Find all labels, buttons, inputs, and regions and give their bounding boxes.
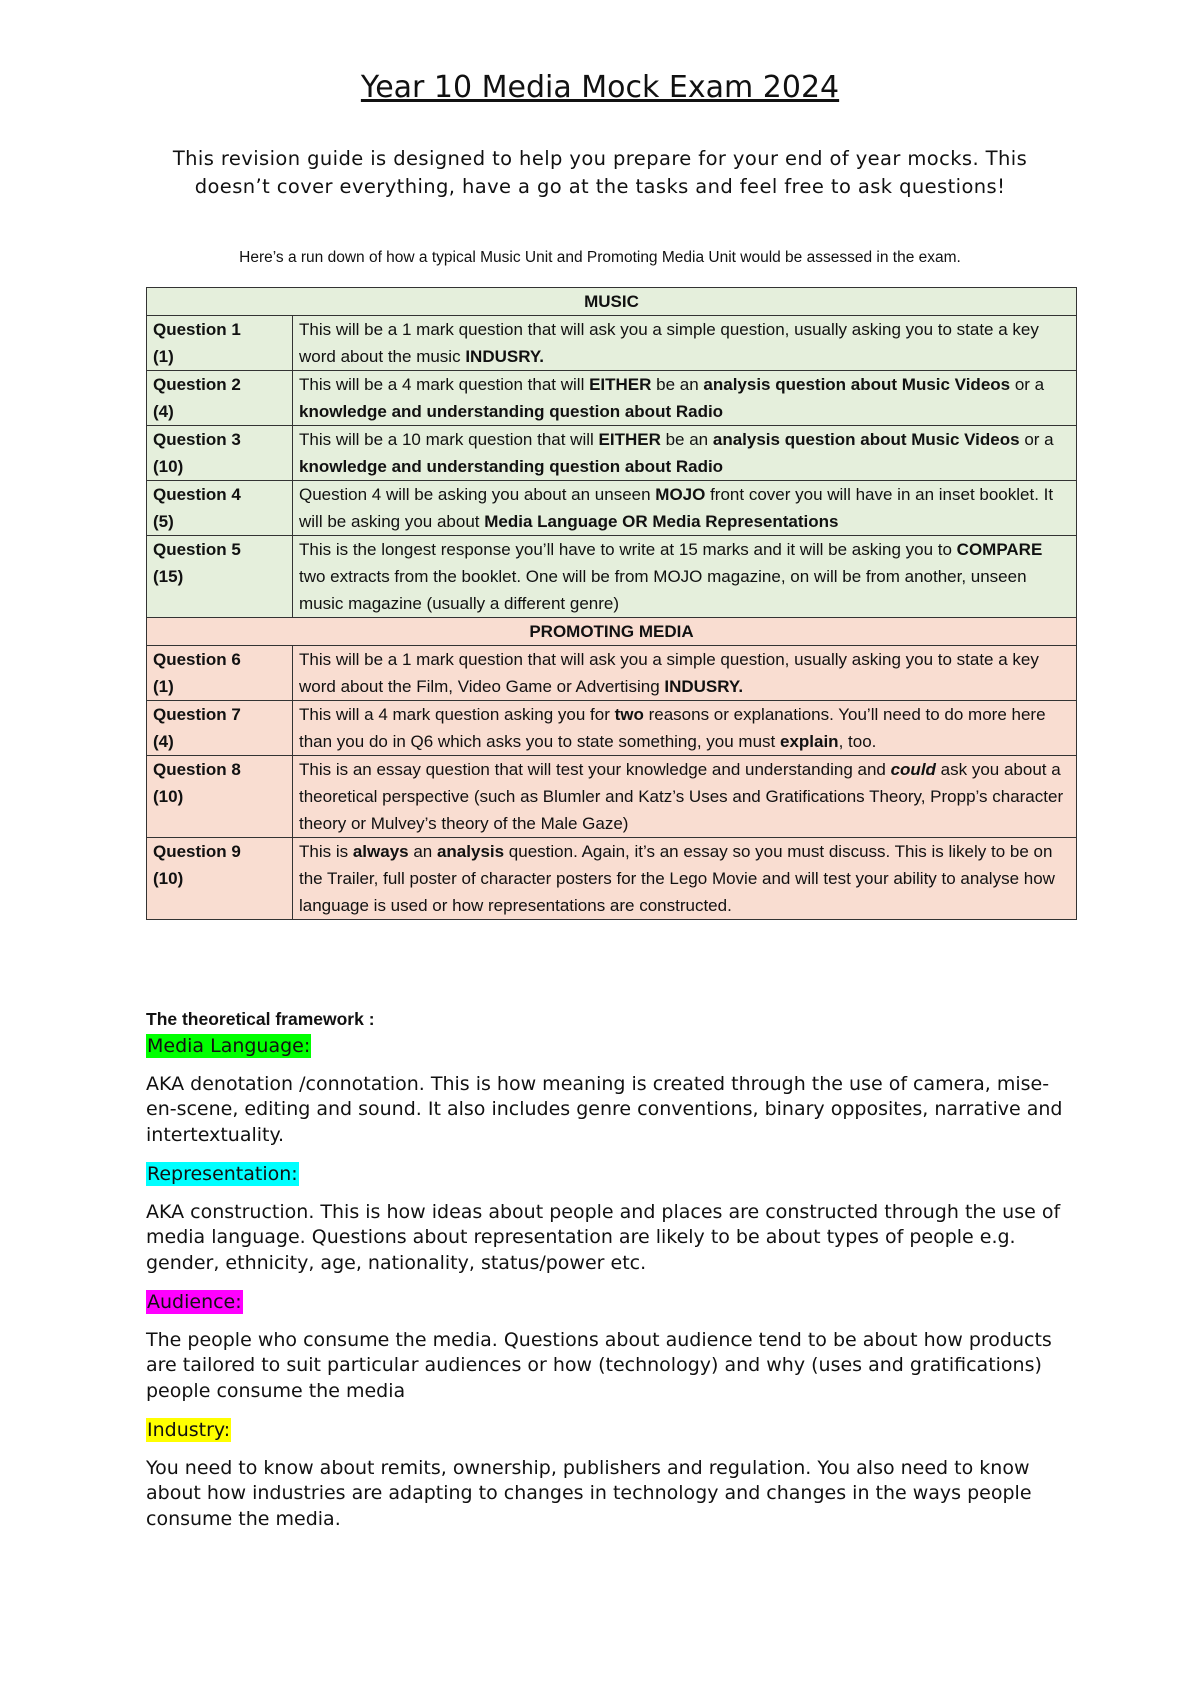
theoretical-framework — [146, 1007, 1076, 1546]
table-row — [147, 481, 1077, 536]
rundown-note: Here’s a run down of how a typical Music Unit and Promoting Media Unit would be assessed in the exam. — [239, 249, 961, 266]
question-description: This will be a 4 mark question that will EITHER be an analysis question about Music Videos or a knowledge and understanding question about Radio — [293, 371, 1077, 426]
table-row — [147, 646, 1077, 701]
question-label: Question 9 (10) — [147, 838, 293, 920]
framework-paragraph: You need to know about remits, ownership, publishers and regulation. You also need to know about how industries are adapting to changes in technology and changes in the ways people consume the media. — [146, 1456, 1032, 1530]
highlighted-heading: Industry: — [147, 1419, 231, 1441]
framework-heading — [146, 1418, 1076, 1444]
highlighted-heading: Audience: — [147, 1291, 242, 1313]
highlighted-heading: Media Language: — [147, 1035, 311, 1057]
framework-paragraph: AKA construction. This is how ideas about people and places are constructed through the use of media language. Questions about representation are likely to be about types of people e.g. gender, ethnicity, age, nationality, status/power etc. — [146, 1200, 1061, 1274]
question-label: Question 2 (4) — [147, 371, 293, 426]
table-row — [147, 756, 1077, 838]
table-row — [147, 426, 1077, 481]
page-title: Year 10 Media Mock Exam 2024 — [360, 70, 840, 105]
music-heading: MUSIC — [147, 288, 1077, 316]
question-label: Question 4 (5) — [147, 481, 293, 536]
question-description: This is an essay question that will test your knowledge and understanding and could ask you about a theoretical perspective (such as Blumler and Katz’s Uses and Gratifications Theory, Propp’s character theory or Mulvey’s theory of the Male Gaze) — [293, 756, 1077, 838]
question-label: Question 1 (1) — [147, 316, 293, 371]
framework-paragraph: AKA denotation /connotation. This is how meaning is created through the use of camera, mise-en-scene, editing and sound. It also includes genre conventions, binary opposites, narrative and intertextuality. — [146, 1072, 1063, 1146]
question-description: This will be a 10 mark question that will EITHER be an analysis question about Music Videos or a knowledge and understanding question about Radio — [293, 426, 1077, 481]
question-label: Question 3 (10) — [147, 426, 293, 481]
table-row — [147, 701, 1077, 756]
question-label: Question 6 (1) — [147, 646, 293, 701]
table-row — [147, 536, 1077, 618]
music-heading-row — [147, 288, 1077, 316]
table-row — [147, 371, 1077, 426]
question-label: Question 8 (10) — [147, 756, 293, 838]
question-label: Question 5 (15) — [147, 536, 293, 618]
table-row — [147, 316, 1077, 371]
framework-heading — [146, 1034, 1076, 1060]
framework-paragraph: The people who consume the media. Questions about audience tend to be about how products are tailored to suit particular audiences or how (technology) and why (uses and gratifications) people consume the media — [146, 1328, 1052, 1402]
question-description: This is the longest response you’ll have to write at 15 marks and it will be asking you to COMPARE two extracts from the booklet. One will be from MOJO magazine, on will be from another, unseen music magazine (usually a different genre) — [293, 536, 1077, 618]
highlighted-heading: Representation: — [147, 1163, 298, 1185]
framework-heading — [146, 1290, 1076, 1316]
framework-heading — [146, 1162, 1076, 1188]
question-label: Question 7 (4) — [147, 701, 293, 756]
question-description: This is always an analysis question. Again, it’s an essay so you must discuss. This is likely to be on the Trailer, full poster of character posters for the Lego Movie and will test your ability to analyse how language is used or how representations are constructed. — [293, 838, 1077, 920]
promoting-heading-row — [147, 618, 1077, 646]
question-description: This will be a 1 mark question that will ask you a simple question, usually asking you to state a key word about the music INDUSRY. — [293, 316, 1077, 371]
exam-structure-table — [146, 287, 1077, 920]
question-description: This will be a 1 mark question that will ask you a simple question, usually asking you to state a key word about the Film, Video Game or Advertising INDUSRY. — [293, 646, 1077, 701]
framework-title: The theoretical framework : — [146, 1009, 375, 1029]
question-description: Question 4 will be asking you about an unseen MOJO front cover you will have in an inset booklet. It will be asking you about Media Language OR Media Representations — [293, 481, 1077, 536]
question-description: This will a 4 mark question asking you for two reasons or explanations. You’ll need to do more here than you do in Q6 which asks you to state something, you must explain, too. — [293, 701, 1077, 756]
intro-paragraph: This revision guide is designed to help you prepare for your end of year mocks. This doesn’t cover everything, have a go at the tasks and feel free to ask questions! — [172, 147, 1028, 198]
table-row — [147, 838, 1077, 920]
promoting-heading: PROMOTING MEDIA — [147, 618, 1077, 646]
